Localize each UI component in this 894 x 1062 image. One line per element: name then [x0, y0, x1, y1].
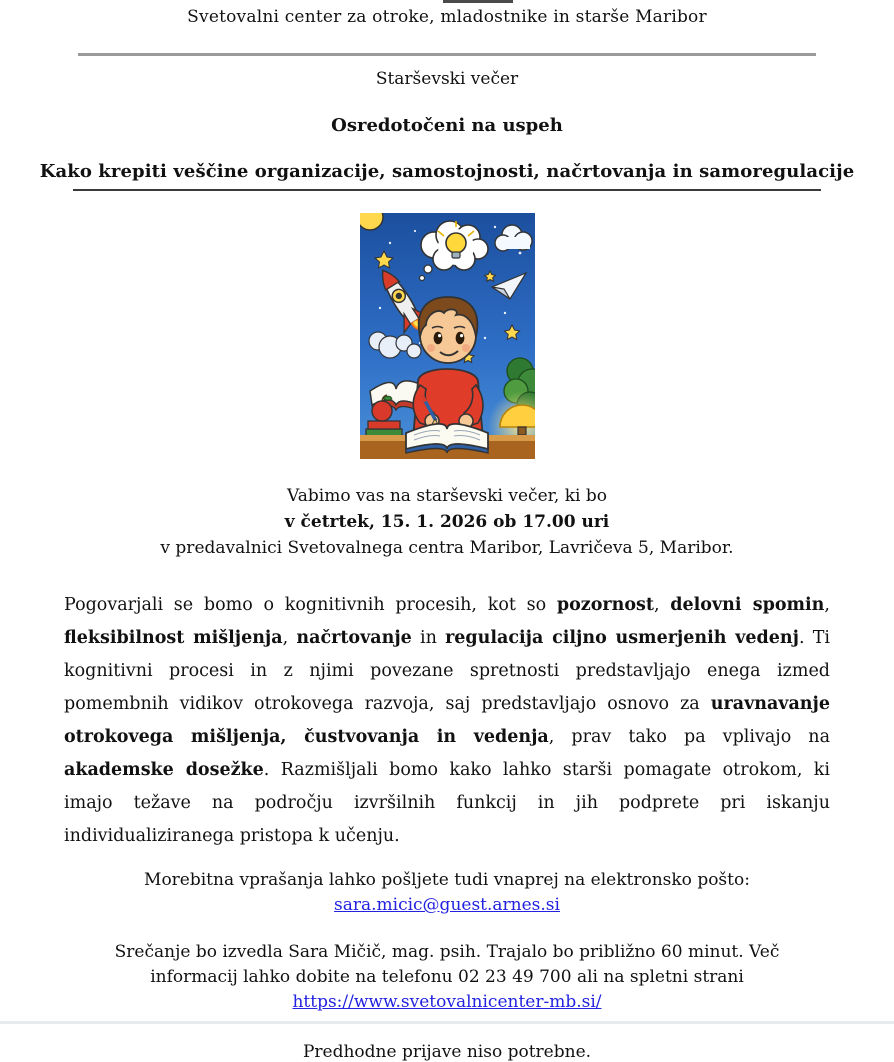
- organization-header: Svetovalni center za otroke, mladostnike in starše Maribor: [187, 7, 707, 27]
- invite-line: Vabimo vas na starševski večer, ki bo: [287, 486, 607, 506]
- invite-date: v četrtek, 15. 1. 2026 ob 17.00 uri: [284, 512, 610, 532]
- study-illustration-svg: [360, 213, 535, 459]
- notebook: [406, 424, 488, 453]
- event-heading: Kako krepiti veščine organizacije, samostojnosti, načrtovanja in samoregulacije: [39, 161, 855, 182]
- email-link[interactable]: sara.micic@guest.arnes.si: [334, 895, 560, 915]
- website-link[interactable]: https://www.svetovalnicenter-mb.si/: [292, 992, 602, 1012]
- header-divider-line: [78, 53, 816, 56]
- registration-note: Predhodne prijave niso potrebne.: [302, 1042, 592, 1062]
- info-line-2: informacij lahko dobite na telefonu 02 23 49 700 ali na spletni strani: [150, 967, 744, 987]
- study-illustration: [360, 213, 535, 459]
- heading-underline: [73, 189, 821, 191]
- cropped-top-element: [443, 0, 513, 3]
- questions-block: [0, 868, 894, 918]
- info-line-1: Srečanje bo izvedla Sara Mičič, mag. psih. Trajalo bo približno 60 minut. Več: [114, 942, 780, 962]
- info-block: [0, 940, 894, 1015]
- event-title: Osredotočeni na uspeh: [331, 115, 563, 136]
- invitation-block: [0, 483, 894, 561]
- invite-location: v predavalnici Svetovalnega centra Maribor, Lavričeva 5, Maribor.: [160, 538, 734, 558]
- questions-line: Morebitna vprašanja lahko pošljete tudi vnaprej na elektronsko pošto:: [144, 870, 750, 890]
- event-type-subtitle: Starševski večer: [375, 69, 519, 89]
- body-paragraph: Pogovarjali se bomo o kognitivnih procesih, kot so pozornost, delovni spomin, fleksibilnost mišljenja, načrtovanje in regulacija ciljno usmerjenih vedenj. Ti kognitivni procesi in z njimi povezane spretnosti predstavljajo enega izmed pomembnih vidikov otrokovega razvoja, saj predstavljajo osnovo za uravnavanje otrokovega mišljenja, čustvovanja in vedenja, prav tako pa vplivajo na akademske dosežke. Razmišljali bomo kako lahko starši pomagate otrokom, ki imajo težave na področju izvršilnih funkcij in jih podprete pri iskanju individualiziranega pristopa k učenju.: [64, 595, 831, 846]
